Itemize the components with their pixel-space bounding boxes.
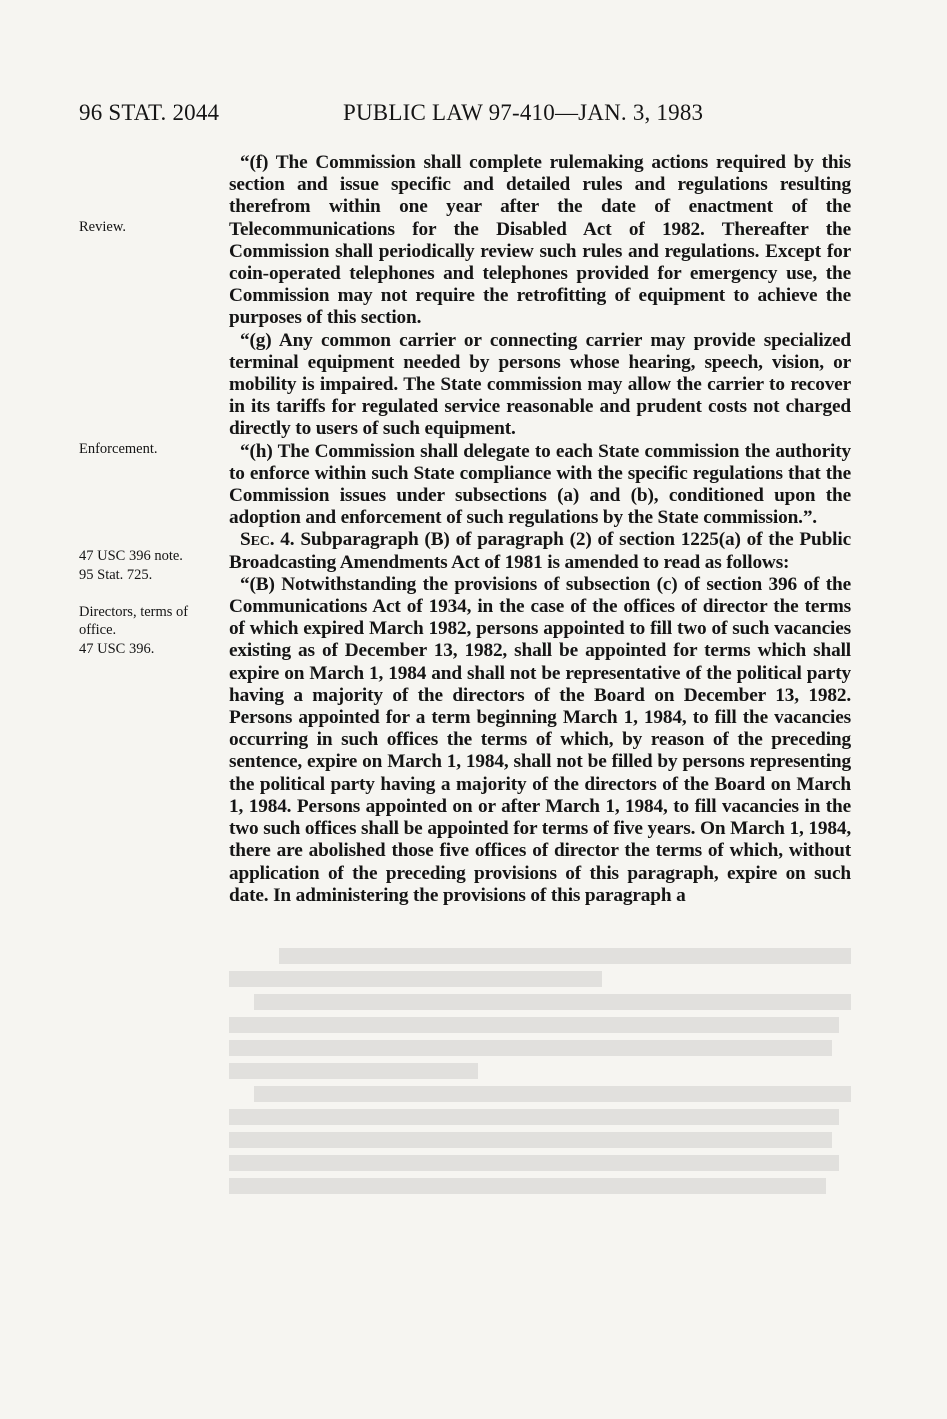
subparagraph-b: “(B) Notwithstanding the provisions of subsection (c) of section 396 of the Communications Act of 1934, in the case of the offices of director the terms of which expired March 1982, persons appointed to fill two of such vacancies existing as of December 13, 1982, shall be appointed for terms which shall expire on March 1, 1984 and shall not be representative of the political party having a majority of the directors of the Board on December 13, 1982. Persons appointed for a term beginning March 1, 1984, to fill the vacancies occurring in such offices the terms of which, by reason of the preceding sentence, expire on March 1, 1984, shall not be filled by persons representing the political party having a majority of the directors of the Board on March 1, 1984. Persons appointed on or after March 1, 1984, to fill vacancies in the two such offices shall be appointed for terms of five years. On March 1, 1984, there are abolished those five offices of director the terms of which, without application of the preceding provisions of this paragraph, expire on such date. In administering the provisions of this paragraph a (229, 573, 851, 906)
margin-note-directors: Directors, terms of office. (79, 604, 189, 638)
page-stat-citation: 96 STAT. 2044 (79, 100, 220, 125)
reverse-side-bleed-through (229, 948, 851, 1208)
margin-note-stat: 95 Stat. 725. (79, 567, 153, 583)
section-4-text: 4. Subparagraph (B) of paragraph (2) of section 1225(a) of the Public Broadcasting Amendments Act of 1981 is amended to read as follows: (229, 529, 851, 573)
section-label: Sec. (240, 529, 275, 551)
subsection-g: “(g) Any common carrier or connecting carrier may provide specialized terminal equipment needed by persons whose hearing, speech, vision, or mobility is impaired. The State commission may allow the carrier to recover in its tariffs for regulated service reasonable and prudent costs not charged directly to users of such equipment. (229, 329, 851, 440)
statute-body (229, 152, 851, 907)
section-4 (229, 529, 851, 573)
margin-note-review: Review. (79, 219, 126, 235)
page-running-title: PUBLIC LAW 97-410—JAN. 3, 1983 (343, 100, 704, 125)
margin-note-usc-396: 47 USC 396. (79, 641, 155, 657)
subsection-f: “(f) The Commission shall complete rulemaking actions required by this section and issue specific and detailed rules and regulations resulting therefrom within one year after the date of enactment of the Telecommunications for the Disabled Act of 1982. Thereafter the Commission shall periodically review such rules and regulations. Except for coin-operated telephones and telephones provided for emergency use, the Commission may not require the retrofitting of equipment to achieve the purposes of this section. (229, 152, 851, 329)
margin-note-enforcement: Enforcement. (79, 441, 158, 457)
subsection-h: “(h) The Commission shall delegate to each State commission the authority to enforce within such State compliance with the specific regulations that the Commission issues under subsections (a) and (b), conditioned upon the adoption and enforcement of such regulations by the State commission.”. (229, 440, 851, 529)
margin-note-usc-note: 47 USC 396 note. (79, 548, 183, 564)
